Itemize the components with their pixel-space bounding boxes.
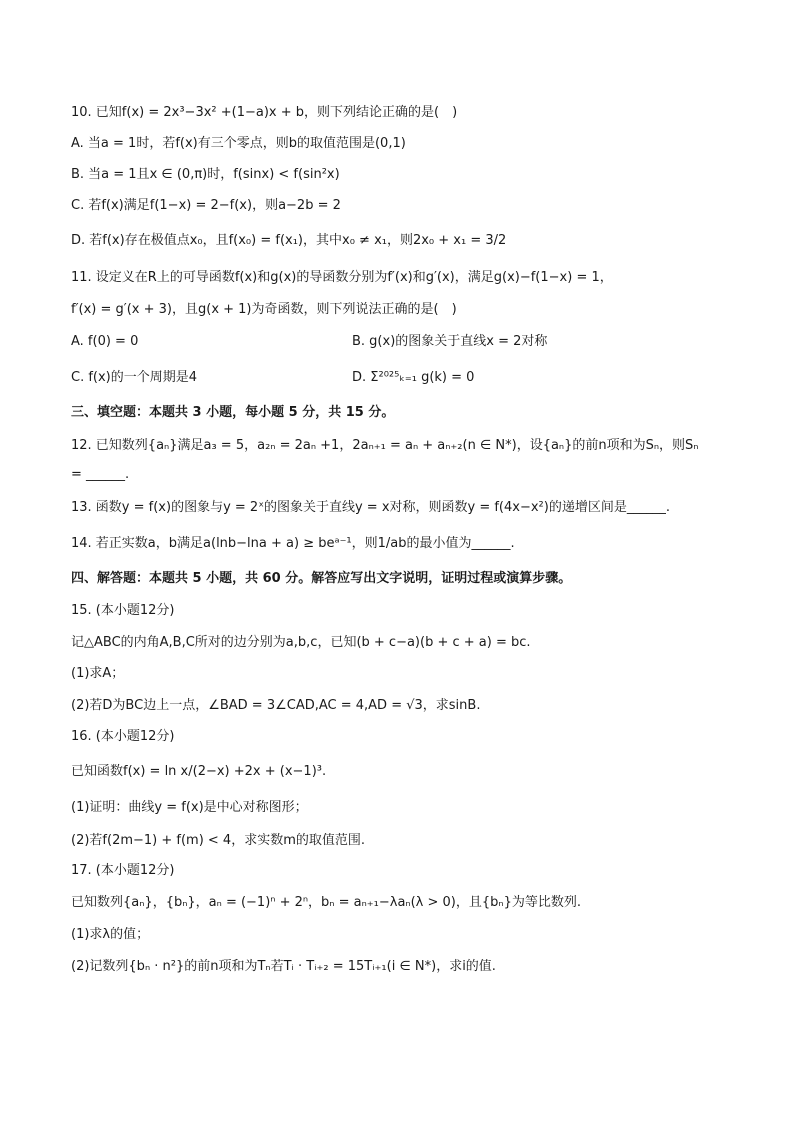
section-answer-heading: 四、解答题：本题共 5 小题，共 60 分。解答应写出文字说明，证明过程或演算步骤。 bbox=[71, 571, 572, 586]
q15-heading: 15. (本小题12分) bbox=[71, 603, 175, 618]
q11-option-c: C. f(x)的一个周期是4 bbox=[71, 370, 198, 385]
q11-stem-line2: f′(x) = g′(x + 3)，且g(x + 1)为奇函数，则下列说法正确的是( ) bbox=[71, 302, 457, 317]
q10-option-d: D. 若f(x)存在极值点x₀，且f(x₀) = f(x₁)，其中x₀ ≠ x₁，则2x₀ + x₁ = 3/2 bbox=[71, 233, 507, 248]
q11-stem-line1: 11. 设定义在R上的可导函数f(x)和g(x)的导函数分别为f′(x)和g′(x)，满足g(x)−f(1−x) = 1， bbox=[71, 270, 613, 285]
q11-option-d: D. Σ²⁰²⁵ₖ₌₁ g(k) = 0 bbox=[352, 370, 475, 385]
q10-option-a: A. 当a = 1时，若f(x)有三个零点，则b的取值范围是(0,1) bbox=[71, 136, 406, 151]
q11-option-a: A. f(0) = 0 bbox=[71, 334, 139, 349]
q13-text: 13. 函数y = f(x)的图象与y = 2ˣ的图象关于直线y = x对称，则函数y = f(4x−x²)的递增区间是______. bbox=[71, 500, 670, 515]
q16-stem: 已知函数f(x) = ln x/(2−x) +2x + (x−1)³. bbox=[71, 764, 327, 779]
q11-option-b: B. g(x)的图象关于直线x = 2对称 bbox=[352, 334, 548, 349]
q15-part2: (2)若D为BC边上一点，∠BAD = 3∠CAD,AC = 4,AD = √3，求sinB. bbox=[71, 698, 481, 713]
q16-heading: 16. (本小题12分) bbox=[71, 729, 175, 744]
q17-heading: 17. (本小题12分) bbox=[71, 863, 175, 878]
q15-part1: (1)求A； bbox=[71, 666, 125, 681]
q17-part2: (2)记数列{bₙ · n²}的前n项和为Tₙ若Tᵢ · Tᵢ₊₂ = 15Tᵢ₊₁(i ∈ N*)，求i的值. bbox=[71, 959, 496, 974]
q17-stem: 已知数列{aₙ}，{bₙ}，aₙ = (−1)ⁿ + 2ⁿ，bₙ = aₙ₊₁−λaₙ(λ > 0)，且{bₙ}为等比数列. bbox=[71, 895, 581, 910]
q17-part1: (1)求λ的值； bbox=[71, 927, 150, 942]
q10-stem: 10. 已知f(x) = 2x³−3x² +(1−a)x + b，则下列结论正确的是( ) bbox=[71, 105, 458, 120]
q16-part1: (1)证明：曲线y = f(x)是中心对称图形； bbox=[71, 800, 308, 815]
q16-part2: (2)若f(2m−1) + f(m) < 4，求实数m的取值范围. bbox=[71, 833, 365, 848]
q10-option-b: B. 当a = 1且x ∈ (0,π)时，f(sinx) < f(sin²x) bbox=[71, 167, 340, 182]
section-fill-in-heading: 三、填空题：本题共 3 小题，每小题 5 分，共 15 分。 bbox=[71, 405, 395, 420]
q12-line1: 12. 已知数列{aₙ}满足a₃ = 5，a₂ₙ = 2aₙ +1，2aₙ₊₁ = aₙ + aₙ₊₂(n ∈ N*)，设{aₙ}的前n项和为Sₙ，则Sₙ bbox=[71, 438, 699, 453]
q12-line2: = ______. bbox=[71, 467, 130, 482]
q14-text: 14. 若正实数a，b满足a(lnb−lna + a) ≥ beᵃ⁻¹，则1/ab的最小值为______. bbox=[71, 536, 515, 551]
q15-stem: 记△ABC的内角A,B,C所对的边分别为a,b,c，已知(b + c−a)(b + c + a) = bc. bbox=[71, 635, 531, 650]
q10-option-c: C. 若f(x)满足f(1−x) = 2−f(x)，则a−2b = 2 bbox=[71, 198, 341, 213]
